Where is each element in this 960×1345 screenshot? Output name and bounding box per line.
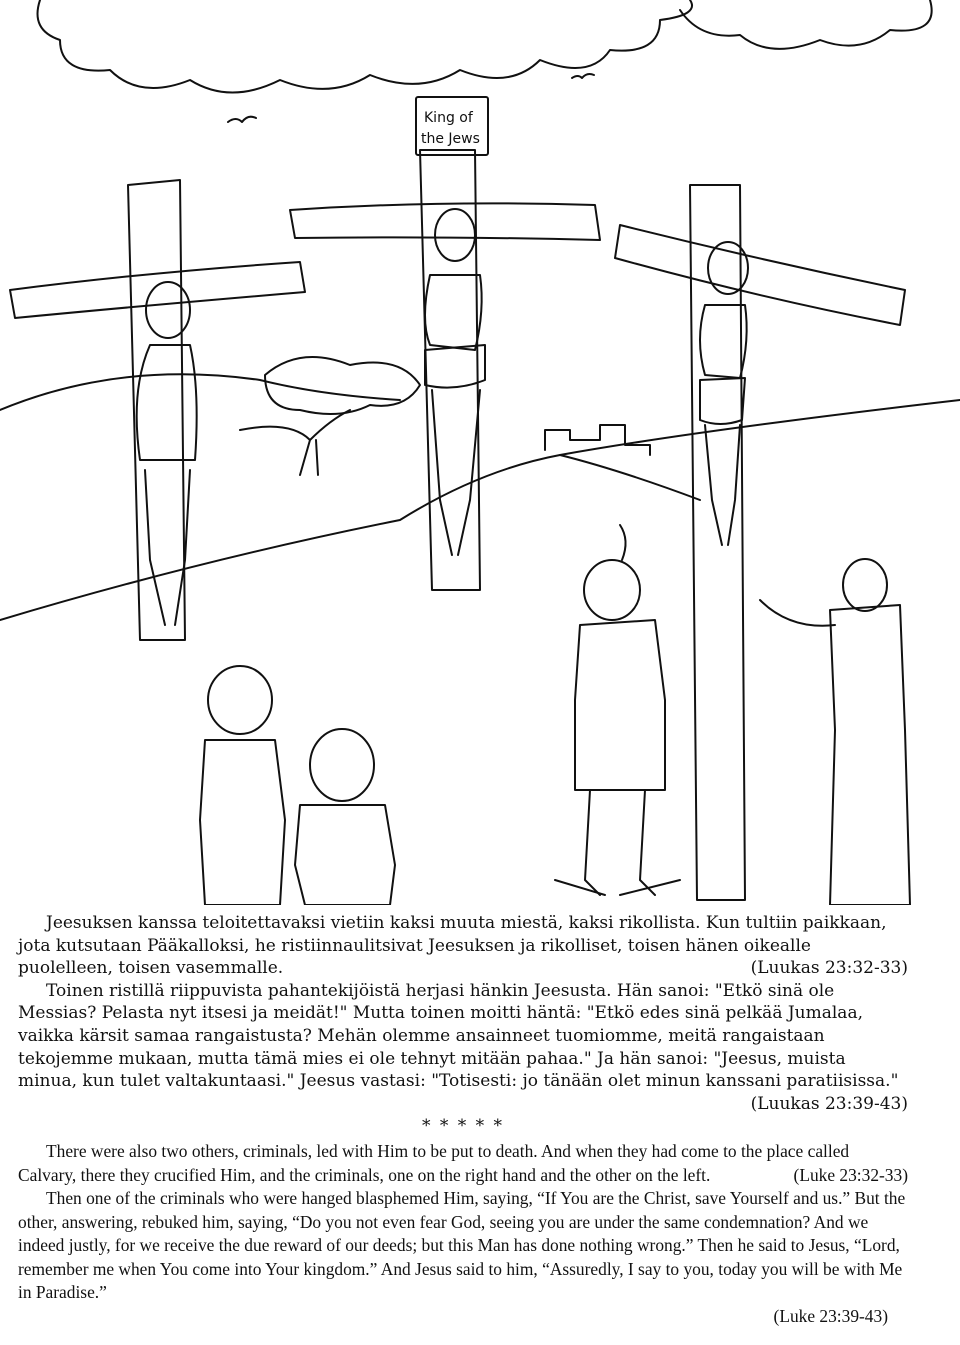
onlooker-right (295, 729, 395, 905)
finnish-paragraph-1-text: Jeesuksen kanssa teloitettavaksi vietiin kaksi muuta miestä, kaksi rikollista. Kun tultiin paikkaan, jota kutsutaan Pääkalloksi, he ristiinnaulitsivat Jeesuksen ja rikolliset, toisen hänen oikealle puolelleen, toisen vasemmalle. (18, 913, 887, 979)
hill-line (560, 455, 700, 500)
pointing-priest (760, 559, 910, 905)
sign-text-line1: King of (424, 110, 473, 126)
finnish-paragraph-2 (18, 980, 908, 1116)
english-text (18, 1140, 908, 1328)
bird-shape (228, 117, 256, 122)
finnish-text (18, 912, 908, 1138)
cloud-shape (38, 0, 693, 93)
right-cross (615, 185, 905, 900)
english-paragraph-1-reference: (Luke 23:32-33) (793, 1164, 908, 1185)
hill-line (0, 374, 400, 410)
onlooker-left (200, 666, 285, 905)
bird-shape (572, 74, 594, 78)
english-paragraph-2-text: Then one of the criminals who were hanged blasphemed Him, saying, “If You are the Christ, save Yourself and us.” But the other, answering, rebuked him, saying, “Do you not even fear God, seeing you are under the same condemnation? And we indeed justly, for we receive the due reward of our deeds; but this Man has done nothing wrong.” Then he said to Jesus, “Lord, remember me when You come into Your kingdom.” And Jesus said to him, “Assuredly, I say to you, today you will be with Me in Paradise.” (18, 1188, 906, 1302)
sign-text-line2: the Jews (421, 131, 480, 147)
town-buildings (545, 425, 650, 455)
english-paragraph-2-reference: (Luke 23:39-43) (773, 1305, 888, 1326)
finnish-paragraph-2-reference: (Luukas 23:39-43) (750, 1093, 908, 1114)
center-cross (290, 97, 600, 590)
section-separator: * * * * * (421, 1116, 505, 1137)
tree-trunk (240, 410, 350, 475)
english-paragraph-2 (18, 1187, 908, 1305)
finnish-paragraph-2-text: Toinen ristillä riippuvista pahantekijöistä herjasi hänkin Jeesusta. Hän sanoi: "Etkö sinä ole Messias? Pelasta nyt itsesi ja meidät!" Mutta toinen moitti häntä: "Etkö edes sinä pelkää Jumalaa, vaikka kärsit samaa rangaistusta? Mehän olemme ansainneet tuomiomme, meitä rangaistaan tekojemme mukaan, mutta tämä mies ei ole tehnyt mitään pahaa." Ja hän sanoi: "Jeesus, muista minua, kun tulet valtakuntaasi." Jeesus vastasi: "Totisesti: jo tänään olet minun kanssani paratiisissa." (18, 980, 899, 1092)
roman-soldier (555, 525, 680, 895)
cloud-shape (680, 0, 932, 49)
left-cross (10, 180, 305, 640)
finnish-paragraph-1 (18, 912, 908, 980)
english-paragraph-1-text: There were also two others, criminals, led with Him to be put to death. And when they had come to the place called Calvary, there they crucified Him, and the criminals, one on the right hand and the other on the left. (18, 1141, 850, 1185)
finnish-paragraph-1-reference: (Luukas 23:32-33) (750, 958, 908, 979)
english-paragraph-1 (18, 1140, 908, 1187)
